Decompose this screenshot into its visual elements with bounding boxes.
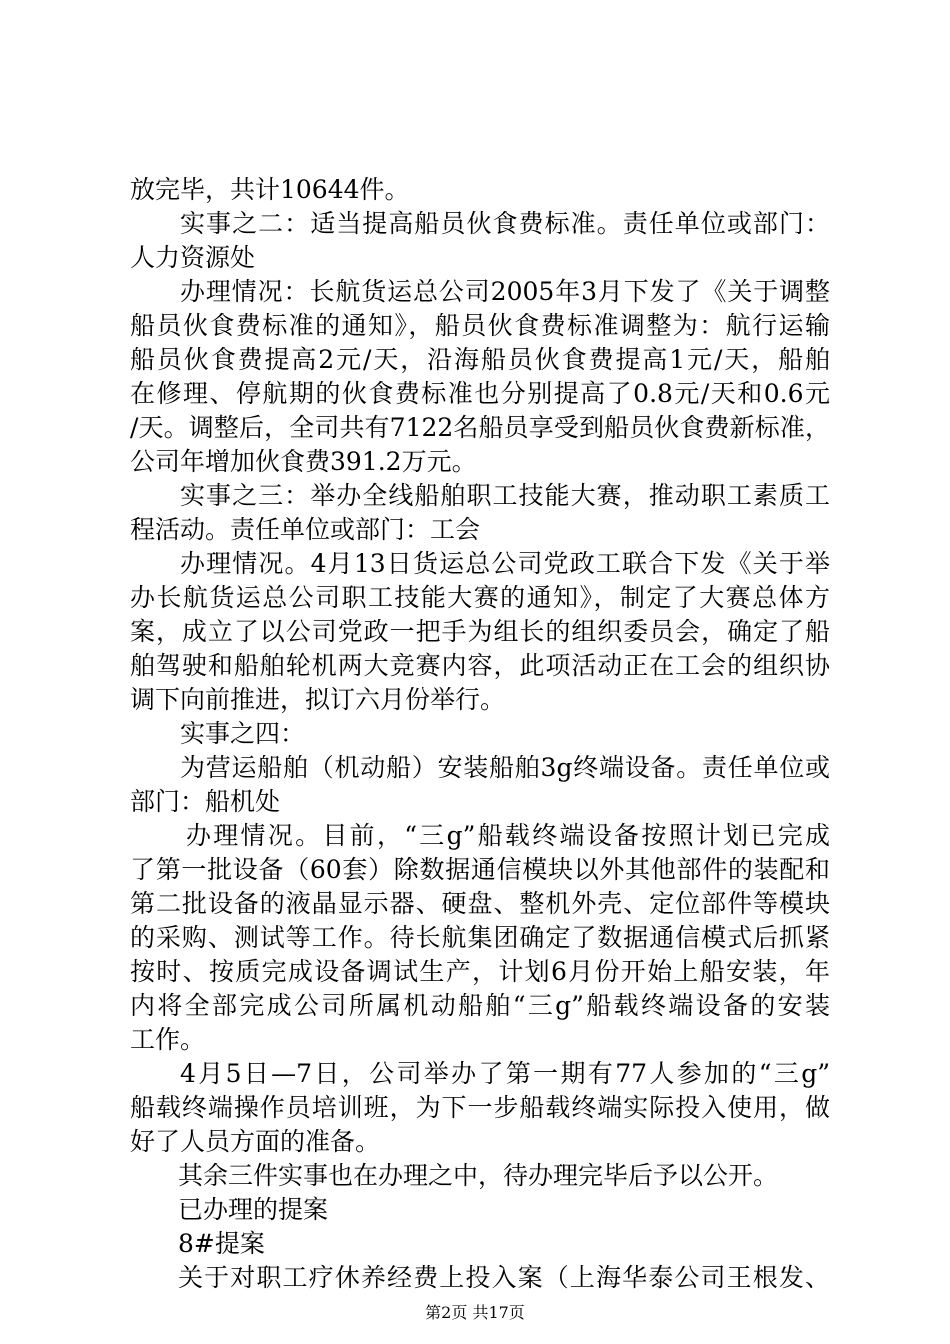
text-line: 放完毕，共计10644件。 (130, 175, 410, 204)
text-line: 的采购、测试等工作。待长航集团确定了数据通信模式后抓紧 (130, 923, 830, 952)
text-line: 了第一批设备（60套）除数据通信模块以外其他部件的装配和 (130, 855, 830, 884)
text-line: 实事之二：适当提高船员伙食费标准。责任单位或部门： (180, 209, 830, 238)
text-line: 好了人员方面的准备。 (130, 1127, 381, 1156)
text-line: 调下向前推进，拟订六月份举行。 (130, 685, 506, 714)
text-line: 舶驾驶和船舶轮机两大竞赛内容，此项活动正在工会的组织协 (130, 651, 830, 680)
page-footer: 第2页 共17页 (425, 1303, 525, 1322)
text-line: 在修理、停航期的伙食费标准也分别提高了0.8元/天和0.6元 (130, 379, 830, 408)
text-line: 内将全部完成公司所属机动船舶“三g”船载终端设备的安装 (130, 991, 830, 1020)
text-line: 8#提案 (178, 1229, 265, 1258)
text-line: 船载终端操作员培训班，为下一步船载终端实际投入使用，做 (130, 1093, 830, 1122)
text-line: 程活动。责任单位或部门：工会 (130, 515, 481, 544)
text-line: /天。调整后，全司共有7122名船员享受到船员伙食费新标准， (130, 413, 830, 442)
text-line: 其余三件实事也在办理之中，待办理完毕后予以公开。 (178, 1161, 779, 1190)
text-line: 船员伙食费提高2元/天，沿海船员伙食费提高1元/天，船舶 (130, 345, 830, 374)
text-line: 办理情况：长航货运总公司2005年3月下发了《关于调整 (180, 277, 830, 306)
text-line: 办长航货运总公司职工技能大赛的通知》，制定了大赛总体方 (130, 583, 830, 612)
text-line: 按时、按质完成设备调试生产，计划6月份开始上船安装，年 (130, 957, 830, 986)
text-line: 办理情况。4月13日货运总公司党政工联合下发《关于举 (180, 549, 830, 578)
text-line: 部门：船机处 (130, 787, 281, 816)
text-line: 已办理的提案 (178, 1195, 329, 1224)
text-line: 船员伙食费标准的通知》，船员伙食费标准调整为：航行运输 (130, 311, 830, 340)
text-line: 关于对职工疗休养经费上投入案（上海华泰公司王根发、 (178, 1263, 830, 1292)
text-line: 公司年增加伙食费391.2万元。 (130, 447, 477, 476)
text-line: 办理情况。目前，“三g”船载终端设备按照计划已完成 (186, 821, 830, 850)
text-line: 工作。 (130, 1025, 206, 1054)
text-line: 人力资源处 (130, 243, 256, 272)
text-line: 第二批设备的液晶显示器、硬盘、整机外壳、定位部件等模块 (130, 889, 830, 918)
text-line: 4月5日—7日，公司举办了第一期有77人参加的“三g” (180, 1059, 830, 1088)
text-line: 案，成立了以公司党政一把手为组长的组织委员会，确定了船 (130, 617, 830, 646)
text-line: 实事之四： (180, 719, 306, 748)
text-line: 为营运船舶（机动船）安装船舶3g终端设备。责任单位或 (180, 753, 830, 782)
text-line: 实事之三：举办全线船舶职工技能大赛，推动职工素质工 (180, 481, 830, 510)
